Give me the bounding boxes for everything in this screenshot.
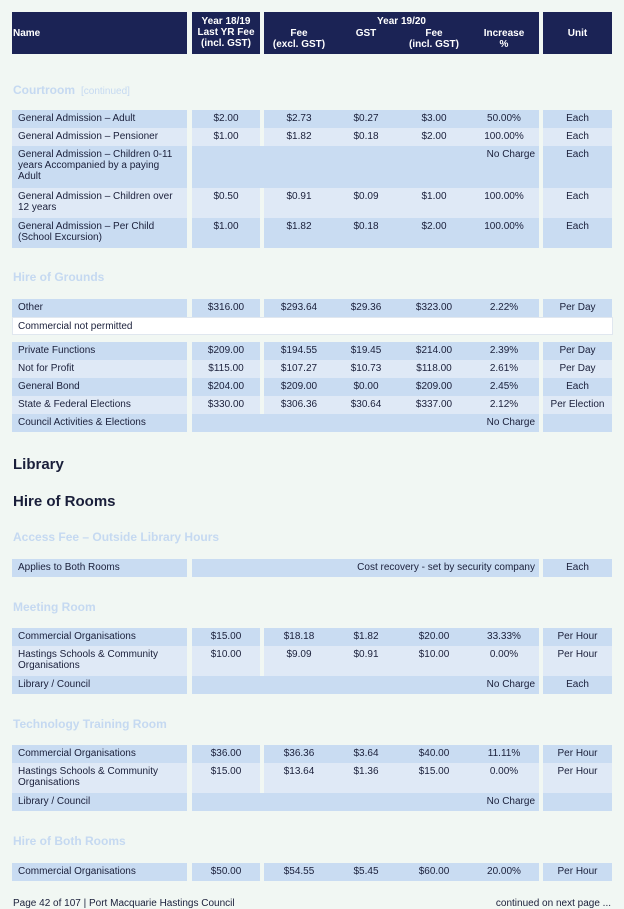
table-row <box>0 793 624 811</box>
last-year-cell <box>192 863 260 881</box>
fee-excl-gst: $36.36 <box>283 748 315 759</box>
last-year-fee: $1.00 <box>213 221 239 232</box>
fee-name: State & Federal Elections <box>18 399 131 410</box>
table-row <box>0 146 624 188</box>
section-hire-of-grounds: Hire of Grounds <box>13 270 105 284</box>
last-year-cell <box>192 188 260 218</box>
year2-fees-cell <box>264 299 539 317</box>
header-last-year-line1: Year 18/19 <box>201 16 251 27</box>
fee-incl-gst: $118.00 <box>416 363 452 374</box>
unit-cell <box>543 676 612 694</box>
table-row <box>0 646 624 676</box>
last-year-cell <box>192 396 260 414</box>
gst-amount: $10.73 <box>350 363 382 374</box>
fee-incl-gst: $2.00 <box>421 221 447 232</box>
increase-percent: 11.11% <box>487 748 521 759</box>
merged-charge-cell <box>192 146 539 188</box>
last-year-cell <box>192 360 260 378</box>
no-charge-text: No Charge <box>486 679 535 690</box>
year2-fees-cell <box>264 628 539 646</box>
increase-percent: 0.00% <box>489 649 519 660</box>
merged-charge-cell <box>192 676 539 694</box>
footer-continued: continued on next page ... <box>495 898 611 909</box>
merged-charge-cell <box>192 559 539 577</box>
fee-incl-gst: $3.00 <box>421 113 447 124</box>
last-year-cell <box>192 299 260 317</box>
increase-percent: 2.39% <box>489 345 519 356</box>
header-fee-incl-2: (incl. GST) <box>409 39 459 50</box>
fee-name-cell <box>12 360 187 378</box>
year2-fees-cell <box>264 378 539 396</box>
table-row <box>0 342 624 360</box>
unit-cell <box>543 646 612 676</box>
unit-cell <box>543 218 612 248</box>
header-gst: GST <box>355 28 377 39</box>
header-fee-excl-1: Fee <box>290 28 308 39</box>
unit-cell <box>543 188 612 218</box>
header-increase-1: Increase <box>483 28 525 39</box>
fee-incl-gst: $10.00 <box>418 649 450 660</box>
gst-amount: $1.82 <box>353 631 379 642</box>
fee-name: Commercial Organisations <box>18 866 136 877</box>
unit-cell <box>543 146 612 188</box>
header-fee-excl-2: (excl. GST) <box>272 39 326 50</box>
header-year2-label: Year 19/20 <box>377 16 426 27</box>
fee-name-cell <box>12 745 187 763</box>
table-row <box>0 559 624 577</box>
table-row <box>0 863 624 881</box>
increase-percent: 100.00% <box>484 221 524 232</box>
table-row <box>0 396 624 414</box>
fee-name: General Admission – Children over 12 years <box>18 191 173 213</box>
fee-name-cell <box>12 188 187 218</box>
unit-value: Per Hour <box>557 748 598 759</box>
fee-incl-gst: $2.00 <box>421 131 447 142</box>
unit-value: Per Hour <box>557 631 598 642</box>
unit-cell <box>543 559 612 577</box>
fee-name: Library / Council <box>18 679 91 690</box>
fee-excl-gst: $9.09 <box>286 649 312 660</box>
fee-name: Other <box>18 302 44 313</box>
gst-amount: $0.27 <box>353 113 379 124</box>
unit-value: Each <box>566 149 589 160</box>
fee-incl-gst: $15.00 <box>418 766 450 777</box>
fee-excl-gst: $13.64 <box>283 766 315 777</box>
unit-cell <box>543 342 612 360</box>
fee-name-cell <box>12 863 187 881</box>
increase-percent: 100.00% <box>484 191 524 202</box>
gst-amount: $5.45 <box>353 866 379 877</box>
last-year-fee: $0.50 <box>213 191 239 202</box>
year2-fees-cell <box>264 745 539 763</box>
year2-fees-cell <box>264 128 539 146</box>
fee-name: Hastings Schools & Community Organisations <box>18 766 159 788</box>
year2-fees-cell <box>264 763 539 793</box>
last-year-fee: $10.00 <box>210 649 242 660</box>
fee-name-cell <box>12 110 187 128</box>
last-year-fee: $115.00 <box>208 363 244 374</box>
section-hire-of-both-rooms: Hire of Both Rooms <box>13 834 126 848</box>
unit-value: Per Day <box>559 345 596 356</box>
unit-value: Each <box>566 221 589 232</box>
fee-excl-gst: $18.18 <box>283 631 315 642</box>
unit-value: Each <box>566 191 589 202</box>
fee-incl-gst: $323.00 <box>415 302 453 313</box>
section-courtroom <box>13 83 130 97</box>
fee-excl-gst: $107.27 <box>280 363 318 374</box>
fee-name-cell <box>12 793 187 811</box>
increase-percent: 20.00% <box>487 866 521 877</box>
table-header-year2 <box>264 12 539 54</box>
last-year-fee: $330.00 <box>207 399 245 410</box>
header-name-label: Name <box>13 28 41 39</box>
last-year-cell <box>192 763 260 793</box>
unit-value: Each <box>566 113 589 124</box>
fee-name: General Admission – Children 0-11 years Accompanied by a paying Adult <box>18 149 173 182</box>
fee-excl-gst: $194.55 <box>280 345 318 356</box>
last-year-cell <box>192 342 260 360</box>
fee-name: General Admission – Adult <box>18 113 136 124</box>
header-increase-2: % <box>499 39 509 50</box>
unit-value: Each <box>566 562 589 573</box>
section-continued-label: [continued] <box>81 86 130 97</box>
last-year-fee: $36.00 <box>210 748 242 759</box>
table-row <box>0 628 624 646</box>
unit-cell <box>543 360 612 378</box>
fee-incl-gst: $337.00 <box>415 399 453 410</box>
fee-name: General Admission – Pensioner <box>18 131 159 142</box>
last-year-fee: $15.00 <box>210 631 242 642</box>
no-charge-text: No Charge <box>486 796 535 807</box>
last-year-cell <box>192 218 260 248</box>
gst-amount: $0.18 <box>353 221 379 232</box>
year2-fees-cell <box>264 188 539 218</box>
library-heading: Library <box>13 456 64 473</box>
fee-name-cell <box>12 414 187 432</box>
fee-name-cell <box>12 342 187 360</box>
fee-name-cell <box>12 299 187 317</box>
header-last-year-line2: Last YR Fee <box>197 27 255 38</box>
fee-name-cell <box>12 646 187 676</box>
table-row <box>0 128 624 146</box>
unit-cell <box>543 863 612 881</box>
unit-cell <box>543 128 612 146</box>
gst-amount: $3.64 <box>353 748 379 759</box>
year2-fees-cell <box>264 342 539 360</box>
unit-value: Per Hour <box>557 766 598 777</box>
increase-percent: 33.33% <box>487 631 521 642</box>
increase-percent: 2.61% <box>489 363 519 374</box>
gst-amount: $30.64 <box>350 399 382 410</box>
unit-value: Each <box>566 381 589 392</box>
section-technology-training-room: Technology Training Room <box>13 717 167 731</box>
fee-name-cell <box>12 128 187 146</box>
fee-excl-gst: $1.82 <box>286 221 312 232</box>
fee-name: Applies to Both Rooms <box>18 562 120 573</box>
gst-amount: $0.91 <box>353 649 379 660</box>
year2-fees-cell <box>264 360 539 378</box>
last-year-cell <box>192 128 260 146</box>
unit-value: Each <box>566 679 589 690</box>
increase-percent: 2.12% <box>489 399 519 410</box>
footer-page-info: Page 42 of 107 | Port Macquarie Hastings Council <box>13 898 235 909</box>
fee-name: Council Activities & Elections <box>18 417 146 428</box>
fee-name-cell <box>12 218 187 248</box>
last-year-cell <box>192 110 260 128</box>
header-unit-label: Unit <box>567 28 588 39</box>
increase-percent: 0.00% <box>489 766 519 777</box>
header-last-year-line3: (incl. GST) <box>201 38 251 49</box>
year2-fees-cell <box>264 218 539 248</box>
last-year-fee: $50.00 <box>210 866 242 877</box>
table-row <box>0 378 624 396</box>
fee-name: Hastings Schools & Community Organisations <box>18 649 159 671</box>
increase-percent: 100.00% <box>484 131 524 142</box>
fee-excl-gst: $209.00 <box>280 381 318 392</box>
increase-percent: 2.22% <box>489 302 519 313</box>
gst-amount: $0.18 <box>353 131 379 142</box>
fee-incl-gst: $20.00 <box>418 631 450 642</box>
fee-name: Commercial Organisations <box>18 631 136 642</box>
fee-name: Library / Council <box>18 796 91 807</box>
last-year-cell <box>192 745 260 763</box>
fee-incl-gst: $1.00 <box>421 191 447 202</box>
year2-fees-cell <box>264 110 539 128</box>
year2-fees-cell <box>264 646 539 676</box>
fee-incl-gst: $209.00 <box>415 381 453 392</box>
unit-cell <box>543 763 612 793</box>
section-courtroom-title: Courtroom <box>13 83 75 97</box>
last-year-cell <box>192 646 260 676</box>
fee-name-cell <box>12 763 187 793</box>
unit-cell <box>543 110 612 128</box>
fee-name: General Bond <box>18 381 80 392</box>
fee-name: Not for Profit <box>18 363 75 374</box>
last-year-cell <box>192 378 260 396</box>
gst-amount: $0.00 <box>353 381 379 392</box>
unit-value: Per Election <box>550 399 605 410</box>
section-access-fee: Access Fee – Outside Library Hours <box>13 530 220 544</box>
table-header-unit <box>543 12 612 54</box>
table-row <box>0 110 624 128</box>
unit-value: Each <box>566 131 589 142</box>
hire-of-rooms-heading: Hire of Rooms <box>13 493 116 510</box>
fee-name: Private Functions <box>18 345 96 356</box>
unit-cell <box>543 745 612 763</box>
no-charge-text: Cost recovery - set by security company <box>357 562 535 573</box>
fee-excl-gst: $293.64 <box>280 302 318 313</box>
increase-percent: 2.45% <box>489 381 519 392</box>
last-year-fee: $1.00 <box>213 131 239 142</box>
fee-name: Commercial Organisations <box>18 748 136 759</box>
unit-value: Per Hour <box>557 649 598 660</box>
fee-excl-gst: $0.91 <box>286 191 312 202</box>
last-year-fee: $2.00 <box>213 113 239 124</box>
gst-amount: $19.45 <box>350 345 382 356</box>
last-year-fee: $316.00 <box>207 302 245 313</box>
fee-incl-gst: $214.00 <box>415 345 453 356</box>
fee-excl-gst: $54.55 <box>283 866 315 877</box>
no-charge-text: No Charge <box>486 417 535 428</box>
fee-incl-gst: $60.00 <box>418 866 450 877</box>
unit-value: Per Day <box>559 363 596 374</box>
table-row <box>0 763 624 793</box>
last-year-cell <box>192 628 260 646</box>
section-meeting-room: Meeting Room <box>13 600 96 614</box>
table-row <box>0 299 624 317</box>
table-row <box>0 676 624 694</box>
unit-cell <box>543 628 612 646</box>
unit-cell <box>543 396 612 414</box>
fee-excl-gst: $2.73 <box>286 113 312 124</box>
fee-incl-gst: $40.00 <box>418 748 450 759</box>
note-row <box>12 317 613 335</box>
table-row <box>0 218 624 248</box>
unit-cell <box>543 299 612 317</box>
table-row <box>0 188 624 218</box>
fee-name-cell <box>12 396 187 414</box>
table-row <box>0 414 624 432</box>
fee-name-cell <box>12 378 187 396</box>
fee-name: General Admission – Per Child (School Excursion) <box>18 221 155 243</box>
year2-fees-cell <box>264 863 539 881</box>
unit-value: Per Day <box>559 302 596 313</box>
increase-percent: 50.00% <box>487 113 521 124</box>
last-year-fee: $15.00 <box>210 766 242 777</box>
table-row <box>0 745 624 763</box>
table-header-name <box>12 12 187 54</box>
last-year-fee: $209.00 <box>207 345 245 356</box>
fee-name-cell <box>12 559 187 577</box>
year2-fees-cell <box>264 396 539 414</box>
fee-name-cell <box>12 146 187 188</box>
merged-charge-cell <box>192 793 539 811</box>
last-year-fee: $204.00 <box>207 381 245 392</box>
unit-cell <box>543 793 612 811</box>
table-row <box>0 360 624 378</box>
unit-cell <box>543 414 612 432</box>
unit-cell <box>543 378 612 396</box>
fee-excl-gst: $306.36 <box>280 399 318 410</box>
gst-amount: $0.09 <box>353 191 379 202</box>
no-charge-text: No Charge <box>486 149 535 160</box>
gst-amount: $29.36 <box>350 302 382 313</box>
fee-name-cell <box>12 628 187 646</box>
header-fee-incl-1: Fee <box>425 28 443 39</box>
note-text: Commercial not permitted <box>18 321 133 332</box>
fee-excl-gst: $1.82 <box>286 131 312 142</box>
merged-charge-cell <box>192 414 539 432</box>
fee-name-cell <box>12 676 187 694</box>
gst-amount: $1.36 <box>353 766 379 777</box>
unit-value: Per Hour <box>557 866 598 877</box>
table-header-last-year <box>192 12 260 54</box>
